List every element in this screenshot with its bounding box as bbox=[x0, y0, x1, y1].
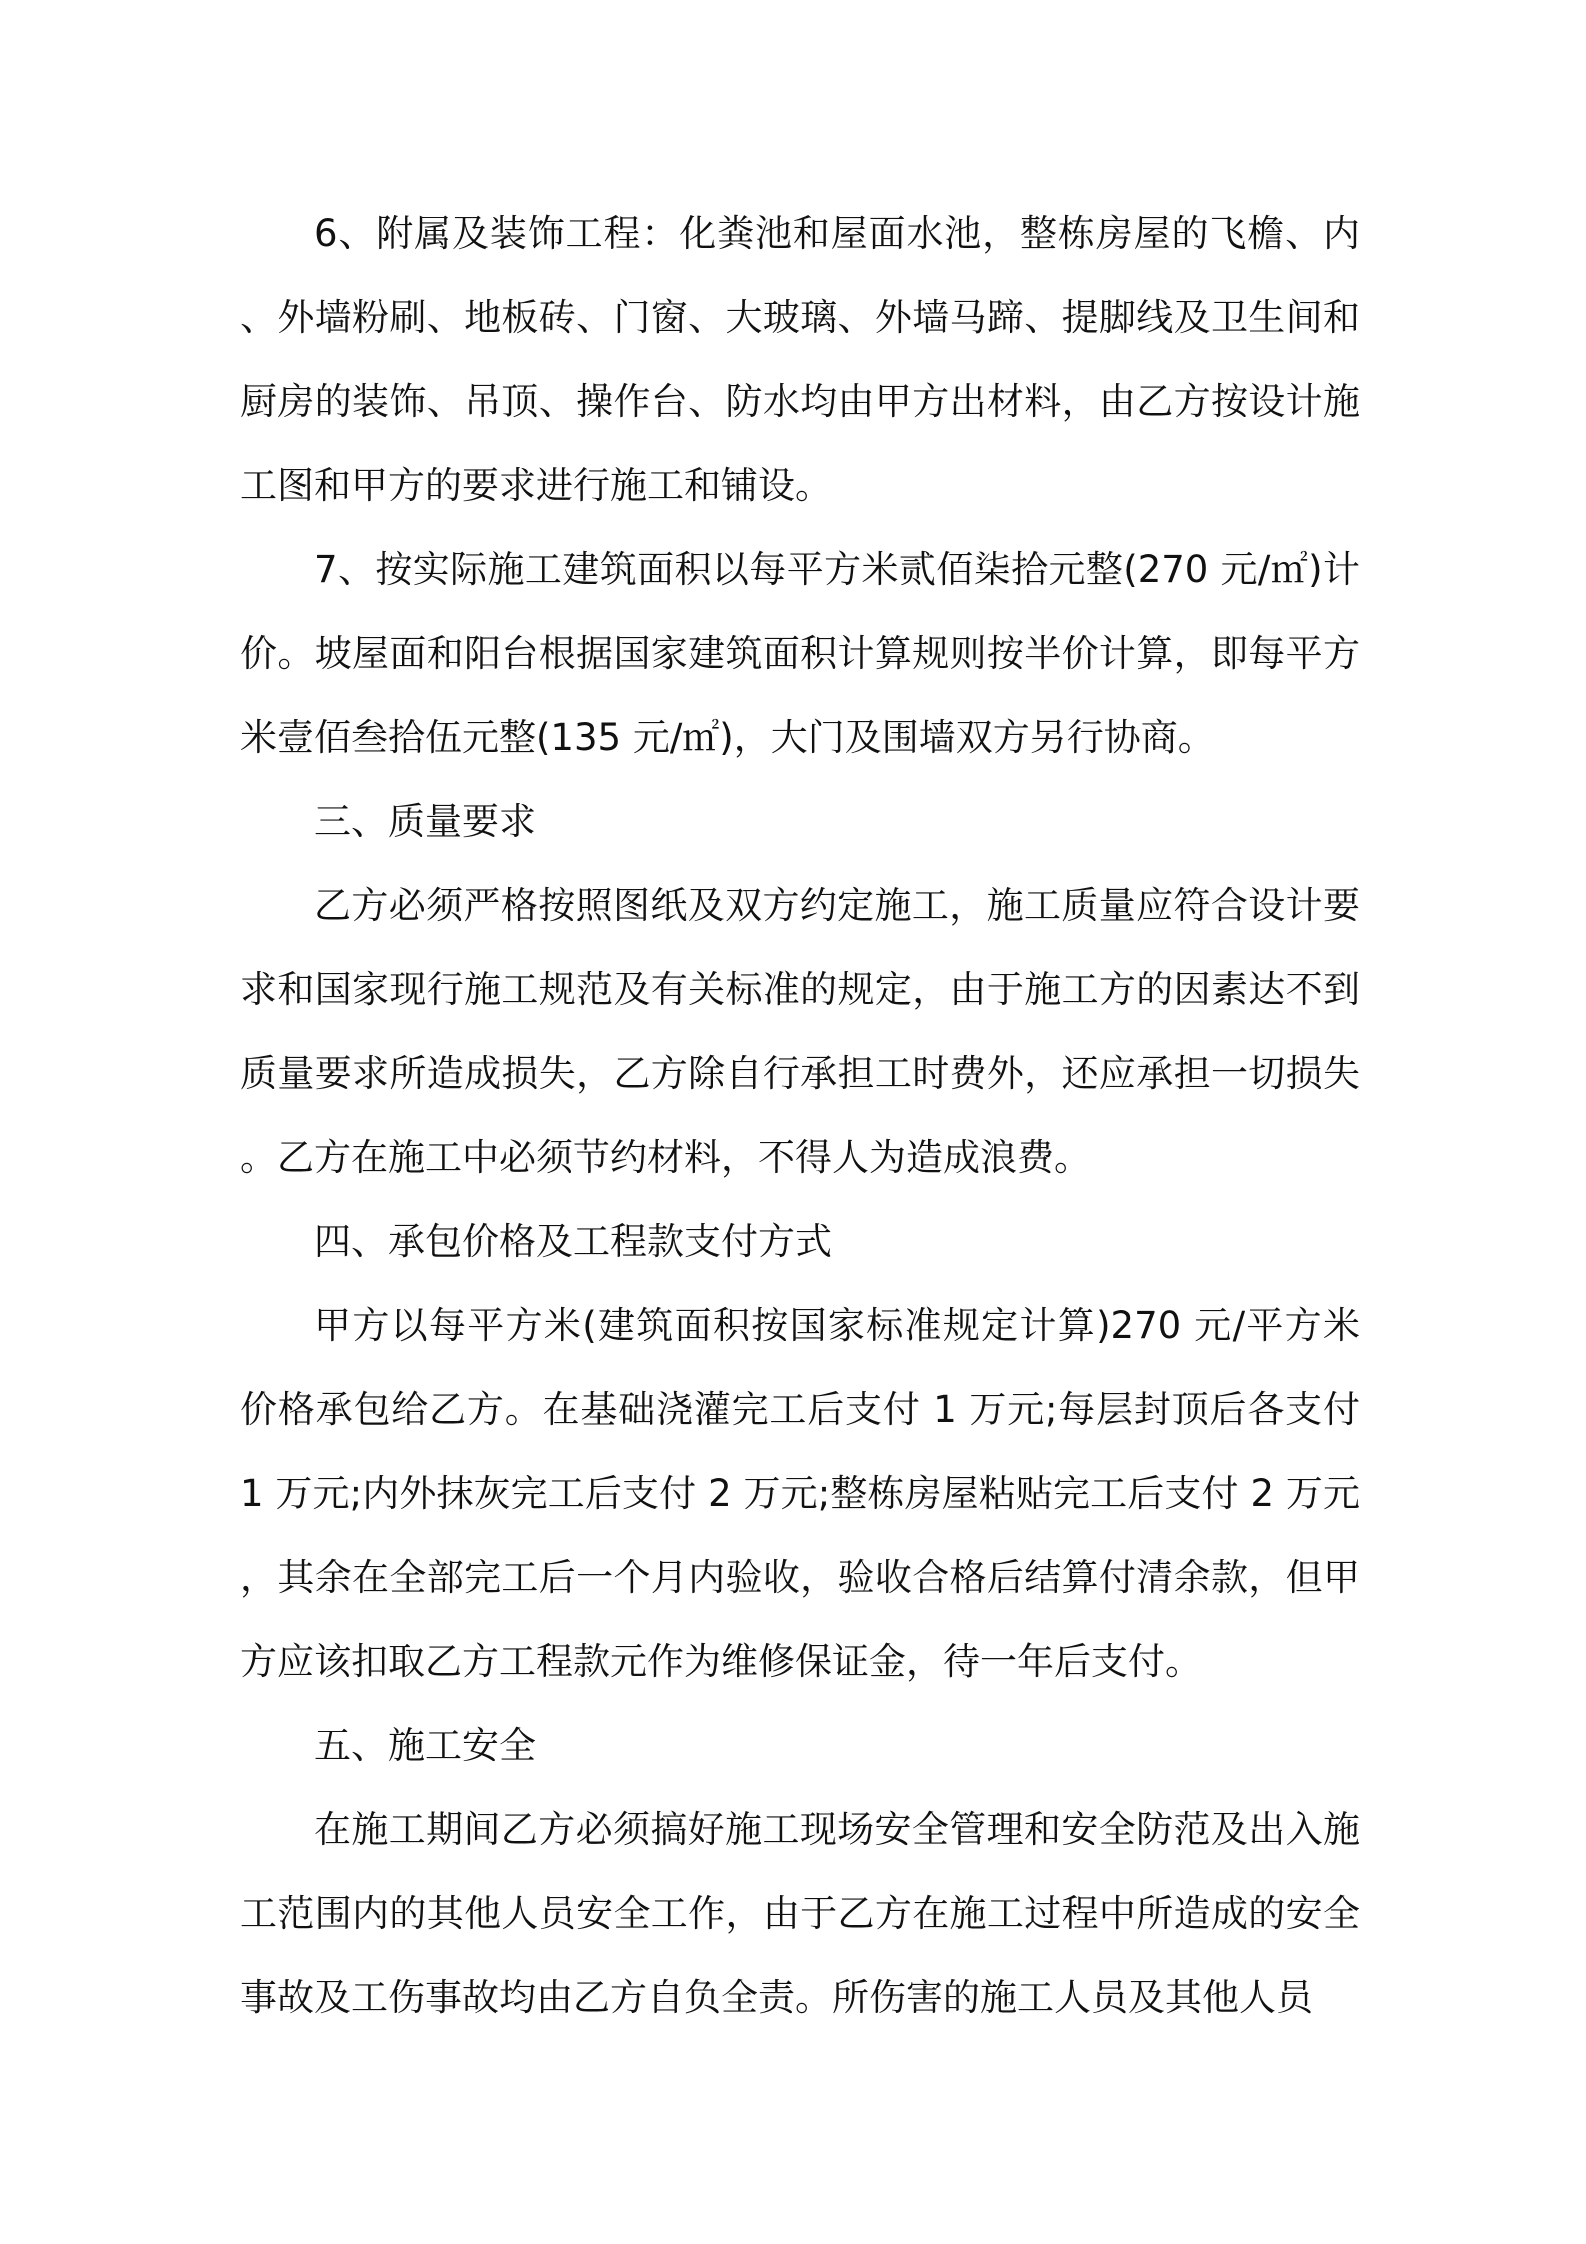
payment-paragraph: 甲方以每平方米(建筑面积按国家标准规定计算)270 元/平方米价格承包给乙方。在基础浇灌完工后支付 1 万元;每层封顶后各支付 1 万元;内外抹灰完工后支付 2 万元;整栋房屋粘贴完工后支付 2 万元，其余在全部完工后一个月内验收，验收合格后结算付清余款，但甲方应该扣取乙方工程款元作为维修保证金，待一年后支付。 bbox=[240, 1304, 1360, 1683]
safety-paragraph: 在施工期间乙方必须搞好施工现场安全管理和安全防范及出入施工范围内的其他人员安全工作，由于乙方在施工过程中所造成的安全事故及工伤事故均由乙方自负全责。所伤害的施工人员及其他人员 bbox=[240, 1808, 1360, 2019]
clause-7-paragraph: 7、按实际施工建筑面积以每平方米贰佰柒拾元整(270 元/㎡)计价。坡屋面和阳台根据国家建筑面积计算规则按半价计算，即每平方米壹佰叁拾伍元整(135 元/㎡)，大门及围墙双方另行协商。 bbox=[240, 548, 1360, 759]
document-body bbox=[240, 192, 1360, 2040]
section-heading-safety: 五、施工安全 bbox=[314, 1724, 536, 1767]
clause-6-paragraph: 6、附属及装饰工程：化粪池和屋面水池，整栋房屋的飞檐、内、外墙粉刷、地板砖、门窗、大玻璃、外墙马蹄、提脚线及卫生间和厨房的装饰、吊顶、操作台、防水均由甲方出材料，由乙方按设计施工图和甲方的要求进行施工和铺设。 bbox=[240, 212, 1360, 507]
section-heading-payment: 四、承包价格及工程款支付方式 bbox=[314, 1220, 832, 1263]
quality-paragraph: 乙方必须严格按照图纸及双方约定施工，施工质量应符合设计要求和国家现行施工规范及有关标准的规定，由于施工方的因素达不到质量要求所造成损失，乙方除自行承担工时费外，还应承担一切损失。乙方在施工中必须节约材料，不得人为造成浪费。 bbox=[240, 884, 1360, 1179]
section-heading-quality: 三、质量要求 bbox=[314, 800, 536, 843]
